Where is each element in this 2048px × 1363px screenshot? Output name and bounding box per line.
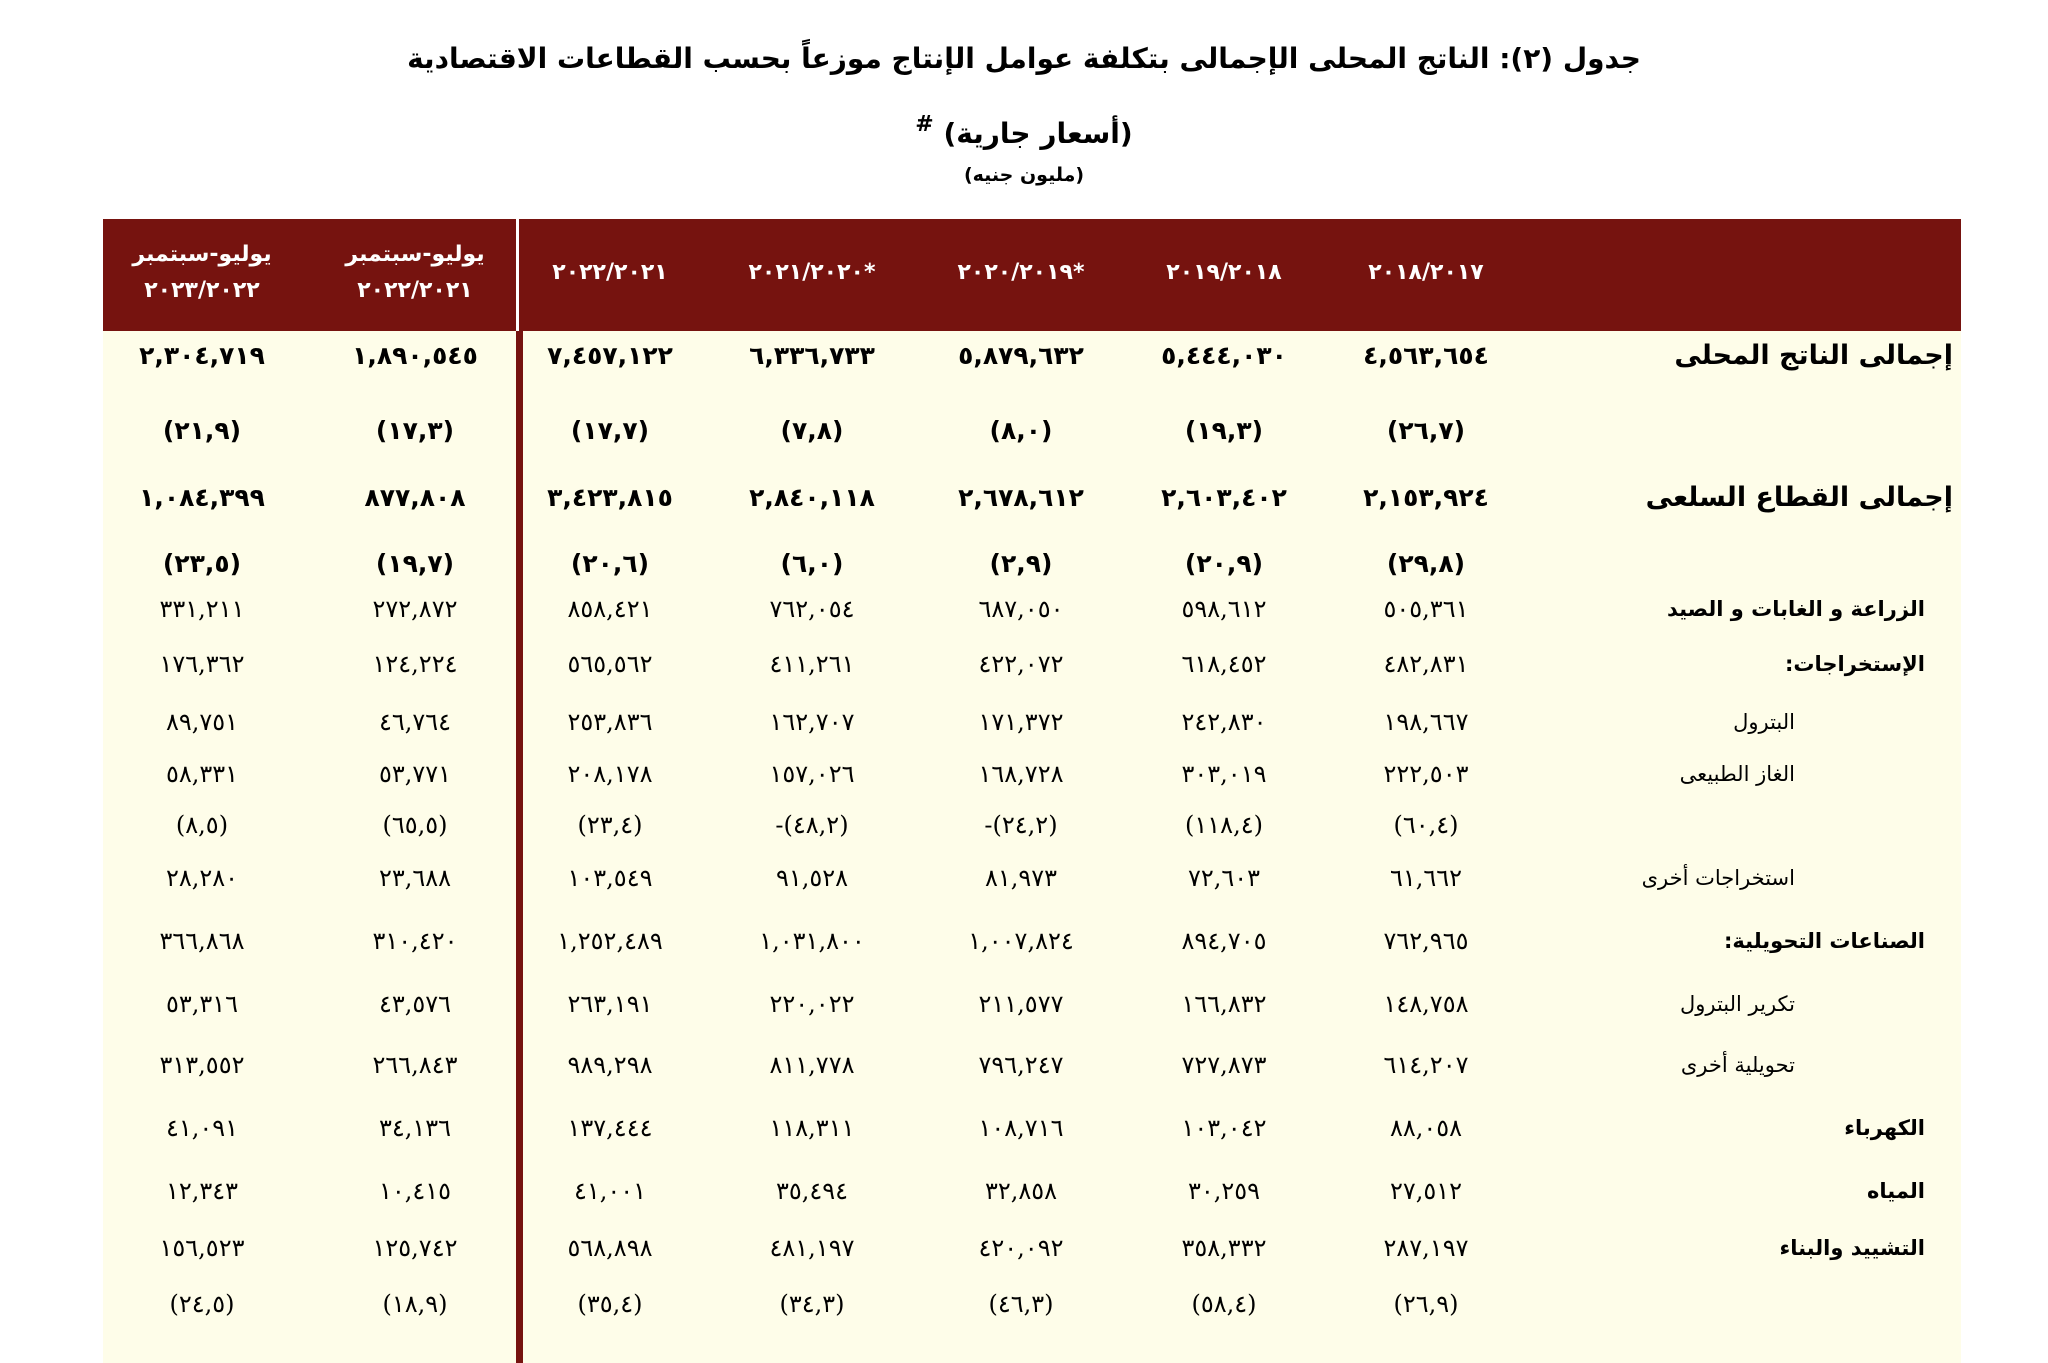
table-cell-q1_2022_23: ١,٠٨٤,٣٩٩ xyxy=(139,483,265,512)
table-row xyxy=(103,589,1961,629)
row-label: الكهرباء xyxy=(1844,1116,1925,1140)
header-q1-2022-23-year: ٢٠٢٣/٢٠٢٢ xyxy=(144,278,260,303)
table-cell-fy2018_19: ٣٠٣,٠١٩ xyxy=(1181,760,1267,788)
table-cell-fy2018_19: ١٠٣,٠٤٢ xyxy=(1181,1114,1267,1142)
table-cell-q1_2021_22: ٥٣,٧٧١ xyxy=(378,760,452,788)
table-cell-fy2020_21: ٩١,٥٢٨ xyxy=(775,864,849,892)
table-cell-fy2018_19: ٥,٤٤٤,٠٣٠ xyxy=(1161,341,1287,370)
table-cell-q1_2022_23: ٥٨,٣٣١ xyxy=(165,760,239,788)
table-row xyxy=(103,1228,1961,1268)
table-cell-fy2017_18: ٤٨٢,٨٣١ xyxy=(1383,650,1469,678)
header-q1-2021-22 xyxy=(345,237,484,309)
table-row xyxy=(103,336,1961,376)
table-cell-fy2020_21: ١٥٧,٠٢٦ xyxy=(769,760,855,788)
header-column-divider xyxy=(516,219,519,331)
table-cell-q1_2022_23: ٢٨,٢٨٠ xyxy=(165,864,239,892)
header-q1-2021-22-year: ٢٠٢٢/٢٠٢١ xyxy=(357,278,473,303)
table-cell-fy2018_19: (١٩,٣) xyxy=(1184,416,1264,445)
header-q1-2022-23 xyxy=(132,237,271,309)
table-cell-fy2021_22: (٢٣,٤) xyxy=(577,811,643,839)
table-row xyxy=(103,921,1961,961)
table-cell-q1_2021_22: (١٩,٧) xyxy=(375,549,455,578)
table-cell-fy2018_19: ٨٩٤,٧٠٥ xyxy=(1181,927,1267,955)
table-cell-fy2020_21: (٦,٠) xyxy=(780,549,844,578)
table-cell-q1_2021_22: (١٧,٣) xyxy=(375,416,455,445)
table-cell-fy2020_21: (٣٤,٣) xyxy=(779,1290,845,1318)
table-cell-fy2018_19: ٣٥٨,٣٣٢ xyxy=(1181,1234,1267,1262)
row-label: الإستخراجات: xyxy=(1785,652,1925,676)
header-fy2021-22: ٢٠٢٢/٢٠٢١ xyxy=(552,260,668,285)
table-cell-q1_2022_23: (٨,٥) xyxy=(175,811,229,839)
table-cell-q1_2021_22: ١٢٤,٢٢٤ xyxy=(372,650,458,678)
table-cell-fy2017_18: ٥٠٥,٣٦١ xyxy=(1383,595,1469,623)
row-label: تحويلية أخرى xyxy=(1680,1053,1795,1077)
table-cell-fy2020_21: ٤٨١,١٩٧ xyxy=(769,1234,855,1262)
table-cell-q1_2022_23: (٢١,٩) xyxy=(162,416,242,445)
header-q1-2021-22-period: يوليو-سبتمبر xyxy=(345,242,485,267)
table-cell-fy2017_18: ٤,٥٦٣,٦٥٤ xyxy=(1363,341,1489,370)
table-cell-q1_2021_22: ٣٤,١٣٦ xyxy=(378,1114,452,1142)
table-cell-fy2021_22: ٨٥٨,٤٢١ xyxy=(567,595,653,623)
table-cell-fy2021_22: (٣٥,٤) xyxy=(577,1290,643,1318)
header-fy2020-21: *٢٠٢١/٢٠٢٠ xyxy=(748,260,876,285)
table-row xyxy=(103,544,1961,584)
table-cell-fy2021_22: ٢٥٣,٨٣٦ xyxy=(567,708,653,736)
table-cell-q1_2022_23: ١٥٦,٥٢٣ xyxy=(159,1234,245,1262)
table-cell-fy2019_20: ١,٠٠٧,٨٢٤ xyxy=(968,927,1074,955)
table-cell-q1_2021_22: ١٢٥,٧٤٢ xyxy=(372,1234,458,1262)
table-cell-fy2020_21: ١٦٢,٧٠٧ xyxy=(769,708,855,736)
table-cell-fy2017_18: ٢٧,٥١٢ xyxy=(1389,1177,1463,1205)
table-cell-fy2020_21: ٧٦٢,٠٥٤ xyxy=(769,595,855,623)
table-cell-q1_2022_23: ٨٩,٧٥١ xyxy=(165,708,239,736)
table-cell-fy2019_20: (٤٦,٣) xyxy=(988,1290,1054,1318)
table-cell-q1_2022_23: ٥٣,٣١٦ xyxy=(165,990,239,1018)
table-cell-fy2020_21: ٦,٣٣٦,٧٣٣ xyxy=(749,341,875,370)
table-cell-q1_2021_22: (١٨,٩) xyxy=(382,1290,448,1318)
table-cell-fy2017_18: (٢٦,٧) xyxy=(1386,416,1466,445)
table-cell-fy2018_19: (١١٨,٤) xyxy=(1185,811,1263,839)
table-cell-fy2017_18: ٢,١٥٣,٩٢٤ xyxy=(1363,483,1489,512)
table-cell-fy2021_22: (١٧,٧) xyxy=(570,416,650,445)
table-cell-q1_2021_22: ٤٣,٥٧٦ xyxy=(378,990,452,1018)
table-cell-fy2019_20: ٧٩٦,٢٤٧ xyxy=(978,1051,1064,1079)
table-cell-fy2018_19: ٢,٦٠٣,٤٠٢ xyxy=(1161,483,1287,512)
table-cell-fy2019_20: ٤٢٠,٠٩٢ xyxy=(978,1234,1064,1262)
table-cell-fy2019_20: ٥,٨٧٩,٦٣٢ xyxy=(958,341,1084,370)
row-label: البترول xyxy=(1733,710,1795,734)
unit-label: (مليون جنيه) xyxy=(963,164,1085,186)
table-cell-q1_2022_23: ٢,٣٠٤,٧١٩ xyxy=(139,341,265,370)
table-row xyxy=(103,478,1961,518)
table-cell-fy2019_20: ١٦٨,٧٢٨ xyxy=(978,760,1064,788)
table-cell-fy2020_21: ٤١١,٢٦١ xyxy=(769,650,855,678)
table-cell-fy2018_19: ٧٢,٦٠٣ xyxy=(1187,864,1261,892)
table-cell-fy2019_20: (٢,٩) xyxy=(989,549,1053,578)
row-label: الصناعات التحويلية: xyxy=(1724,929,1925,953)
table-cell-q1_2021_22: ٢٧٢,٨٧٢ xyxy=(372,595,458,623)
table-cell-q1_2022_23: ٣٦٦,٨٦٨ xyxy=(159,927,245,955)
table-cell-fy2021_22: ٧,٤٥٧,١٢٢ xyxy=(547,341,673,370)
table-row xyxy=(103,1045,1961,1085)
table-cell-fy2019_20: ١٧١,٣٧٢ xyxy=(978,708,1064,736)
table-cell-fy2019_20: ١٠٨,٧١٦ xyxy=(978,1114,1064,1142)
row-label: تكرير البترول xyxy=(1679,992,1795,1016)
table-cell-fy2017_18: ٨٨,٠٥٨ xyxy=(1389,1114,1463,1142)
table-cell-fy2018_19: ٦١٨,٤٥٢ xyxy=(1181,650,1267,678)
table-cell-q1_2022_23: ١٢,٣٤٣ xyxy=(165,1177,239,1205)
table-cell-fy2020_21: ٢,٨٤٠,١١٨ xyxy=(749,483,875,512)
row-label: استخراجات أخرى xyxy=(1641,866,1795,890)
table-cell-fy2018_19: ٣٠,٢٥٩ xyxy=(1187,1177,1261,1205)
table-row xyxy=(103,754,1961,794)
table-cell-fy2017_18: (٦٠,٤) xyxy=(1393,811,1459,839)
document-title: جدول (٢): الناتج المحلى الإجمالى بتكلفة عوامل الإنتاج موزعاً بحسب القطاعات الاقتصادية xyxy=(407,42,1641,75)
table-cell-fy2017_18: ٧٦٢,٩٦٥ xyxy=(1383,927,1469,955)
table-cell-fy2021_22: ٥٦٥,٥٦٢ xyxy=(567,650,653,678)
table-row xyxy=(103,702,1961,742)
document-subtitle xyxy=(0,112,2048,150)
table-cell-fy2017_18: (٢٩,٨) xyxy=(1386,549,1466,578)
table-cell-fy2019_20: ٦٨٧,٠٥٠ xyxy=(978,595,1064,623)
table-cell-fy2021_22: ٩٨٩,٢٩٨ xyxy=(567,1051,653,1079)
table-cell-fy2019_20: ٢١١,٥٧٧ xyxy=(978,990,1064,1018)
table-cell-fy2017_18: ١٩٨,٦٦٧ xyxy=(1383,708,1469,736)
table-cell-fy2020_21: ١,٠٣١,٨٠٠ xyxy=(759,927,865,955)
table-row xyxy=(103,411,1961,451)
table-header xyxy=(103,219,1961,331)
table-cell-fy2020_21: ٨١١,٧٧٨ xyxy=(769,1051,855,1079)
table-row xyxy=(103,1171,1961,1211)
table-cell-q1_2021_22: ٣١٠,٤٢٠ xyxy=(372,927,458,955)
table-cell-q1_2021_22: ٢٦٦,٨٤٣ xyxy=(372,1051,458,1079)
table-cell-q1_2021_22: (٦٥,٥) xyxy=(382,811,448,839)
table-cell-fy2021_22: ٢٦٣,١٩١ xyxy=(567,990,653,1018)
row-label: الغاز الطبيعى xyxy=(1679,762,1795,786)
header-fy2017-18: ٢٠١٨/٢٠١٧ xyxy=(1368,260,1484,285)
table-cell-fy2021_22: ١٣٧,٤٤٤ xyxy=(567,1114,653,1142)
header-fy2018-19: ٢٠١٩/٢٠١٨ xyxy=(1166,260,1282,285)
row-label: إجمالى القطاع السلعى xyxy=(1645,482,1953,513)
table-cell-fy2018_19: ٥٩٨,٦١٢ xyxy=(1181,595,1267,623)
table-cell-fy2021_22: ١٠٣,٥٤٩ xyxy=(567,864,653,892)
table-cell-fy2019_20: (٨,٠) xyxy=(989,416,1053,445)
table-cell-q1_2021_22: ١,٨٩٠,٥٤٥ xyxy=(352,341,478,370)
table-cell-fy2017_18: ١٤٨,٧٥٨ xyxy=(1383,990,1469,1018)
table-row xyxy=(103,1108,1961,1148)
table-cell-fy2019_20: ٤٢٢,٠٧٢ xyxy=(978,650,1064,678)
table-cell-q1_2022_23: ١٧٦,٣٦٢ xyxy=(159,650,245,678)
table-cell-fy2021_22: ٢٠٨,١٧٨ xyxy=(567,760,653,788)
table-cell-fy2020_21: ١١٨,٣١١ xyxy=(769,1114,855,1142)
row-label: المياه xyxy=(1866,1179,1925,1203)
table-cell-fy2017_18: (٢٦,٩) xyxy=(1393,1290,1459,1318)
table-cell-fy2021_22: ٤١,٠٠١ xyxy=(573,1177,647,1205)
row-label: التشييد والبناء xyxy=(1779,1236,1925,1260)
table-cell-q1_2021_22: ٤٦,٧٦٤ xyxy=(378,708,452,736)
table-cell-fy2021_22: ٣,٤٢٣,٨١٥ xyxy=(547,483,673,512)
table-cell-fy2018_19: ٢٤٢,٨٣٠ xyxy=(1181,708,1267,736)
table-cell-q1_2021_22: ٨٧٧,٨٠٨ xyxy=(364,483,466,512)
table-row xyxy=(103,858,1961,898)
table-cell-q1_2022_23: ٣٣١,٢١١ xyxy=(159,595,245,623)
table-row xyxy=(103,984,1961,1024)
table-cell-fy2017_18: ٦١٤,٢٠٧ xyxy=(1383,1051,1469,1079)
table-cell-fy2020_21: -(٤٨,٢) xyxy=(775,811,849,839)
row-label: إجمالى الناتج المحلى xyxy=(1674,340,1953,371)
table-row xyxy=(103,644,1961,684)
table-row xyxy=(103,1284,1961,1324)
table-cell-q1_2022_23: (٢٤,٥) xyxy=(169,1290,235,1318)
table-cell-fy2017_18: ٦١,٦٦٢ xyxy=(1389,864,1463,892)
header-fy2019-20: *٢٠٢٠/٢٠١٩ xyxy=(957,260,1085,285)
table-cell-fy2018_19: ٧٢٧,٨٧٣ xyxy=(1181,1051,1267,1079)
footnote-mark: # xyxy=(915,112,934,137)
table-cell-fy2019_20: ٨١,٩٧٣ xyxy=(984,864,1058,892)
table-row xyxy=(103,805,1961,845)
subtitle-text: (أسعار جارية) xyxy=(943,117,1133,150)
table-cell-fy2019_20: -(٢٤,٢) xyxy=(984,811,1058,839)
table-cell-fy2020_21: ٢٢٠,٠٢٢ xyxy=(769,990,855,1018)
table-cell-fy2021_22: ١,٢٥٢,٤٨٩ xyxy=(557,927,663,955)
table-cell-fy2019_20: ٢,٦٧٨,٦١٢ xyxy=(958,483,1084,512)
header-q1-2022-23-period: يوليو-سبتمبر xyxy=(132,242,272,267)
table-cell-fy2020_21: ٣٥,٤٩٤ xyxy=(775,1177,849,1205)
table-cell-q1_2022_23: ٤١,٠٩١ xyxy=(165,1114,239,1142)
table-cell-fy2021_22: ٥٦٨,٨٩٨ xyxy=(567,1234,653,1262)
table-cell-fy2019_20: ٣٢,٨٥٨ xyxy=(984,1177,1058,1205)
row-label: الزراعة و الغابات و الصيد xyxy=(1666,597,1925,621)
table-cell-q1_2022_23: ٣١٣,٥٥٢ xyxy=(159,1051,245,1079)
table-cell-fy2017_18: ٢٢٢,٥٠٣ xyxy=(1383,760,1469,788)
table-cell-q1_2021_22: ٢٣,٦٨٨ xyxy=(378,864,452,892)
gdp-table xyxy=(103,219,1961,1363)
table-cell-q1_2022_23: (٢٣,٥) xyxy=(162,549,242,578)
table-cell-fy2020_21: (٧,٨) xyxy=(780,416,844,445)
table-cell-fy2021_22: (٢٠,٦) xyxy=(570,549,650,578)
table-cell-fy2017_18: ٢٨٧,١٩٧ xyxy=(1383,1234,1469,1262)
table-cell-fy2018_19: ١٦٦,٨٣٢ xyxy=(1181,990,1267,1018)
table-cell-q1_2021_22: ١٠,٤١٥ xyxy=(378,1177,452,1205)
table-cell-fy2018_19: (٥٨,٤) xyxy=(1191,1290,1257,1318)
table-cell-fy2018_19: (٢٠,٩) xyxy=(1184,549,1264,578)
